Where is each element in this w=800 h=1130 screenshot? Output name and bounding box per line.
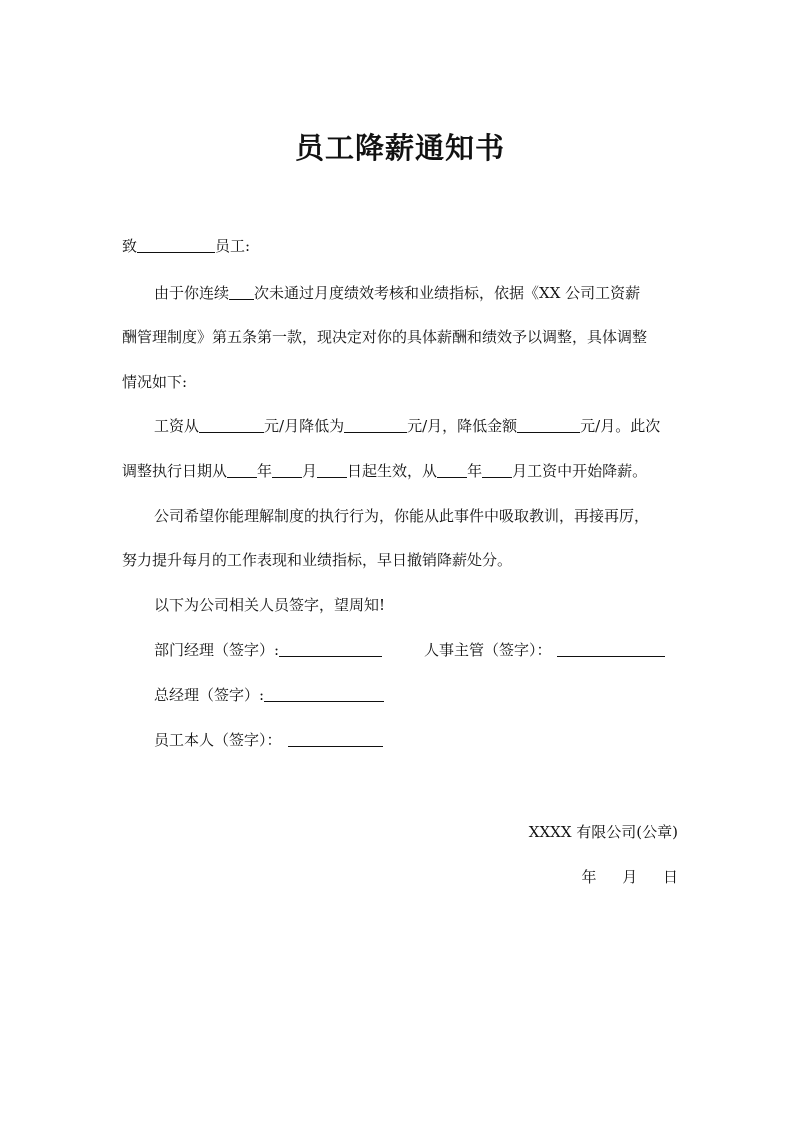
signature-employee <box>154 730 383 750</box>
paragraph-4: 以下为公司相关人员签字，望周知! <box>154 596 386 614</box>
paragraph-1-line-2: 酬管理制度》第五条第一款，现决定对你的具体薪酬和绩效予以调整，具体调整 <box>122 328 648 346</box>
salutation-prefix: 致 <box>122 237 138 255</box>
document-title: 员工降薪通知书 <box>294 131 505 165</box>
paragraph-3-line-1: 公司希望你能理解制度的执行行为，你能从此事件中吸取教训，再接再厉， <box>154 507 650 525</box>
effective-day-blank[interactable] <box>317 462 347 478</box>
paragraph-1-line-1 <box>154 283 640 303</box>
salutation-suffix: 员工: <box>215 237 251 255</box>
employee-name-blank[interactable] <box>137 237 215 253</box>
paragraph-3-line-2: 努力提升每月的工作表现和业绩指标，早日撤销降薪处分。 <box>122 551 513 569</box>
start-year-blank[interactable] <box>437 462 467 478</box>
employee-signature-line[interactable] <box>288 731 383 747</box>
p2-text-b: 元/月降低为 <box>264 417 345 435</box>
reduction-amount-blank[interactable] <box>517 417 580 433</box>
company-seal: XXXX 有限公司(公章) <box>528 823 678 841</box>
p2-text-h: 日起生效，从 <box>347 462 438 480</box>
p2-text-g: 月 <box>302 462 318 480</box>
paragraph-2-line-2 <box>122 461 647 481</box>
paragraph-1-line-3: 情况如下: <box>122 373 188 391</box>
p2-text-f: 年 <box>257 462 273 480</box>
signature-general-manager <box>154 685 384 705</box>
signature-hr-supervisor <box>424 640 665 660</box>
p1-text-b: 次未通过月度绩效考核和业绩指标，依据《XX 公司工资薪 <box>254 284 641 302</box>
original-salary-blank[interactable] <box>199 417 264 433</box>
consecutive-count-blank[interactable] <box>229 284 254 300</box>
effective-month-blank[interactable] <box>272 462 302 478</box>
hr-supervisor-signature-line[interactable] <box>557 641 665 657</box>
p2-text-e: 调整执行日期从 <box>122 462 228 480</box>
dept-manager-label: 部门经理（签字）: <box>154 641 280 659</box>
start-month-blank[interactable] <box>482 462 512 478</box>
paragraph-2-line-1 <box>154 416 660 436</box>
date-line: 年 月 日 <box>581 868 678 886</box>
p2-text-j: 月工资中开始降薪。 <box>512 462 648 480</box>
new-salary-blank[interactable] <box>344 417 407 433</box>
signature-dept-manager <box>154 640 382 660</box>
dept-manager-signature-line[interactable] <box>279 641 382 657</box>
p2-text-a: 工资从 <box>154 417 200 435</box>
general-manager-label: 总经理（签字）: <box>154 686 265 704</box>
p2-text-d: 元/月。此次 <box>580 417 661 435</box>
p2-text-i: 年 <box>467 462 483 480</box>
salutation <box>122 236 250 256</box>
p2-text-c: 元/月，降低金额 <box>407 417 518 435</box>
hr-supervisor-label: 人事主管（签字）： <box>424 641 552 659</box>
employee-label: 员工本人（签字）： <box>154 731 282 749</box>
p1-text-a: 由于你连续 <box>154 284 230 302</box>
general-manager-signature-line[interactable] <box>264 686 384 702</box>
effective-year-blank[interactable] <box>227 462 257 478</box>
